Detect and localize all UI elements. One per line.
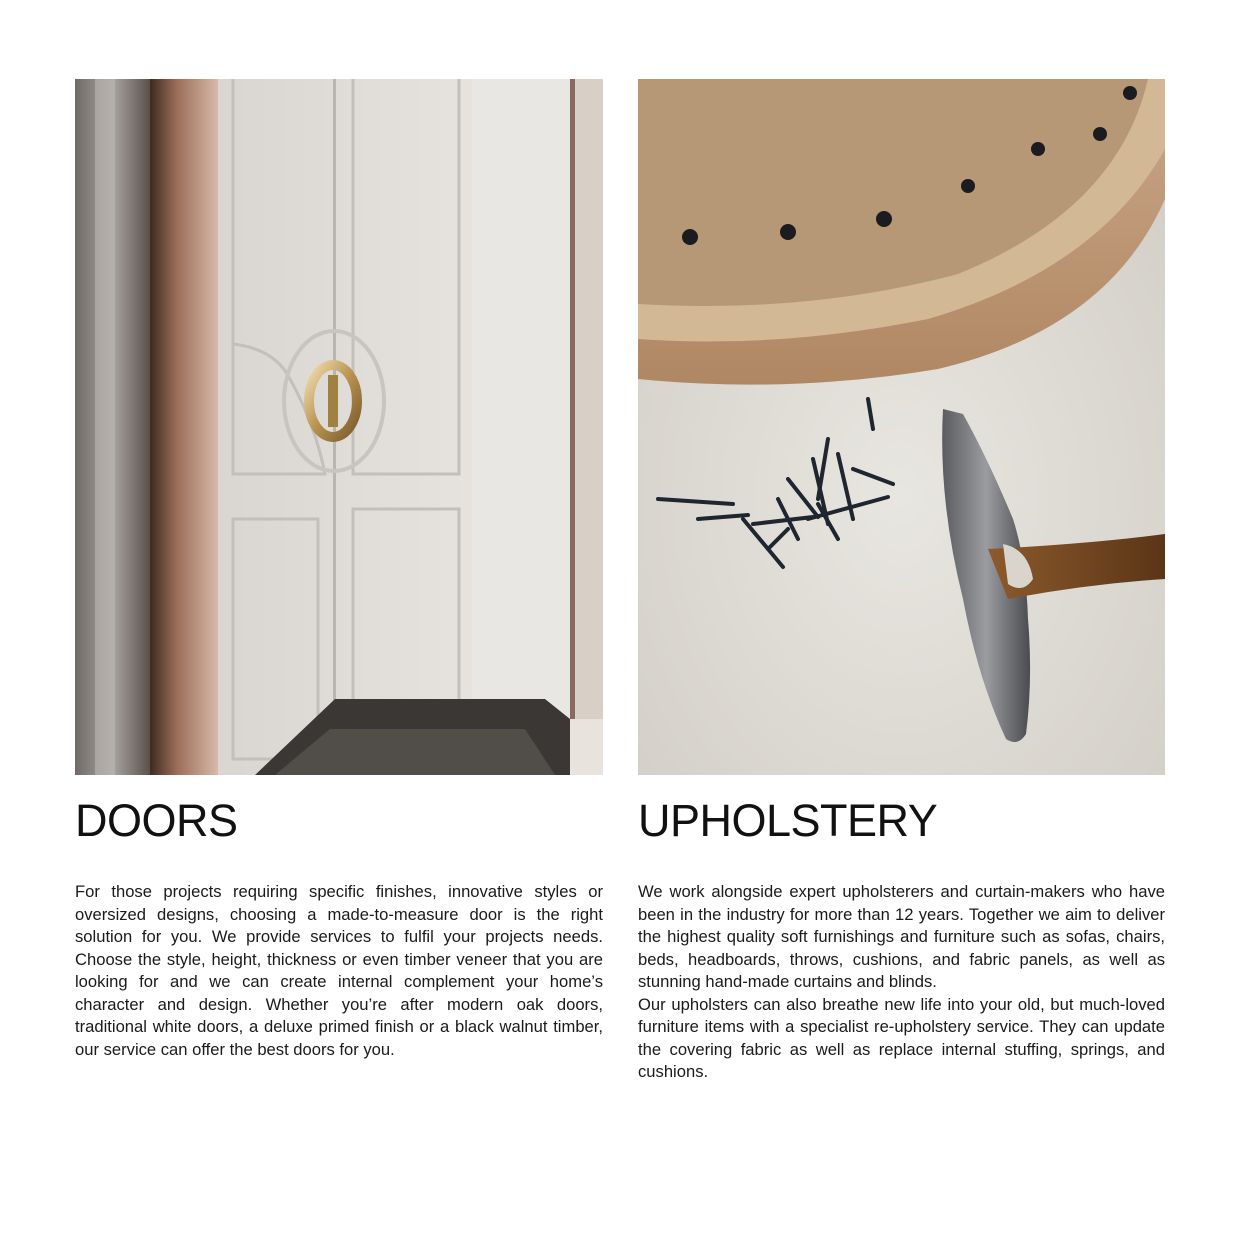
- upholstery-title: UPHOLSTERY: [638, 795, 938, 846]
- upholstery-photo: [638, 79, 1165, 775]
- doors-image: [75, 79, 603, 775]
- upholstery-section: [638, 79, 1165, 1084]
- doors-section: [75, 79, 603, 1061]
- upholstery-paragraph: We work alongside expert upholsterers and curtain-makers who have been in the industry for more than 12 years. Together we aim to deliver the highest quality soft furnishings and furniture such as sofas, chairs, beds, headboards, throws, cushions, and fabric panels, as well as stunning hand-made curtains and blinds.: [638, 882, 1165, 991]
- upholstery-image: [638, 79, 1165, 775]
- doors-description: [75, 881, 603, 1061]
- upholstery-description: [638, 881, 1165, 1084]
- doors-photo: [75, 79, 603, 775]
- upholstery-paragraph: Our upholsters can also breathe new life into your old, but much-loved furniture items with a specialist re-upholstery service. They can update the covering fabric as well as replace internal stuffing, springs, and cushions.: [638, 994, 1165, 1081]
- doors-title: DOORS: [75, 795, 238, 846]
- doors-paragraph: For those projects requiring specific finishes, innovative styles or oversized designs, choosing a made-to-measure door is the right solution for you. We provide services to fulfil your projects needs. Choose the style, height, thickness or even timber veneer that you are looking for and we can create internal complement your home’s character and design. Whether you’re after modern oak doors, traditional white doors, a deluxe primed finish or a black walnut timber, our service can offer the best doors for you.: [75, 882, 603, 1059]
